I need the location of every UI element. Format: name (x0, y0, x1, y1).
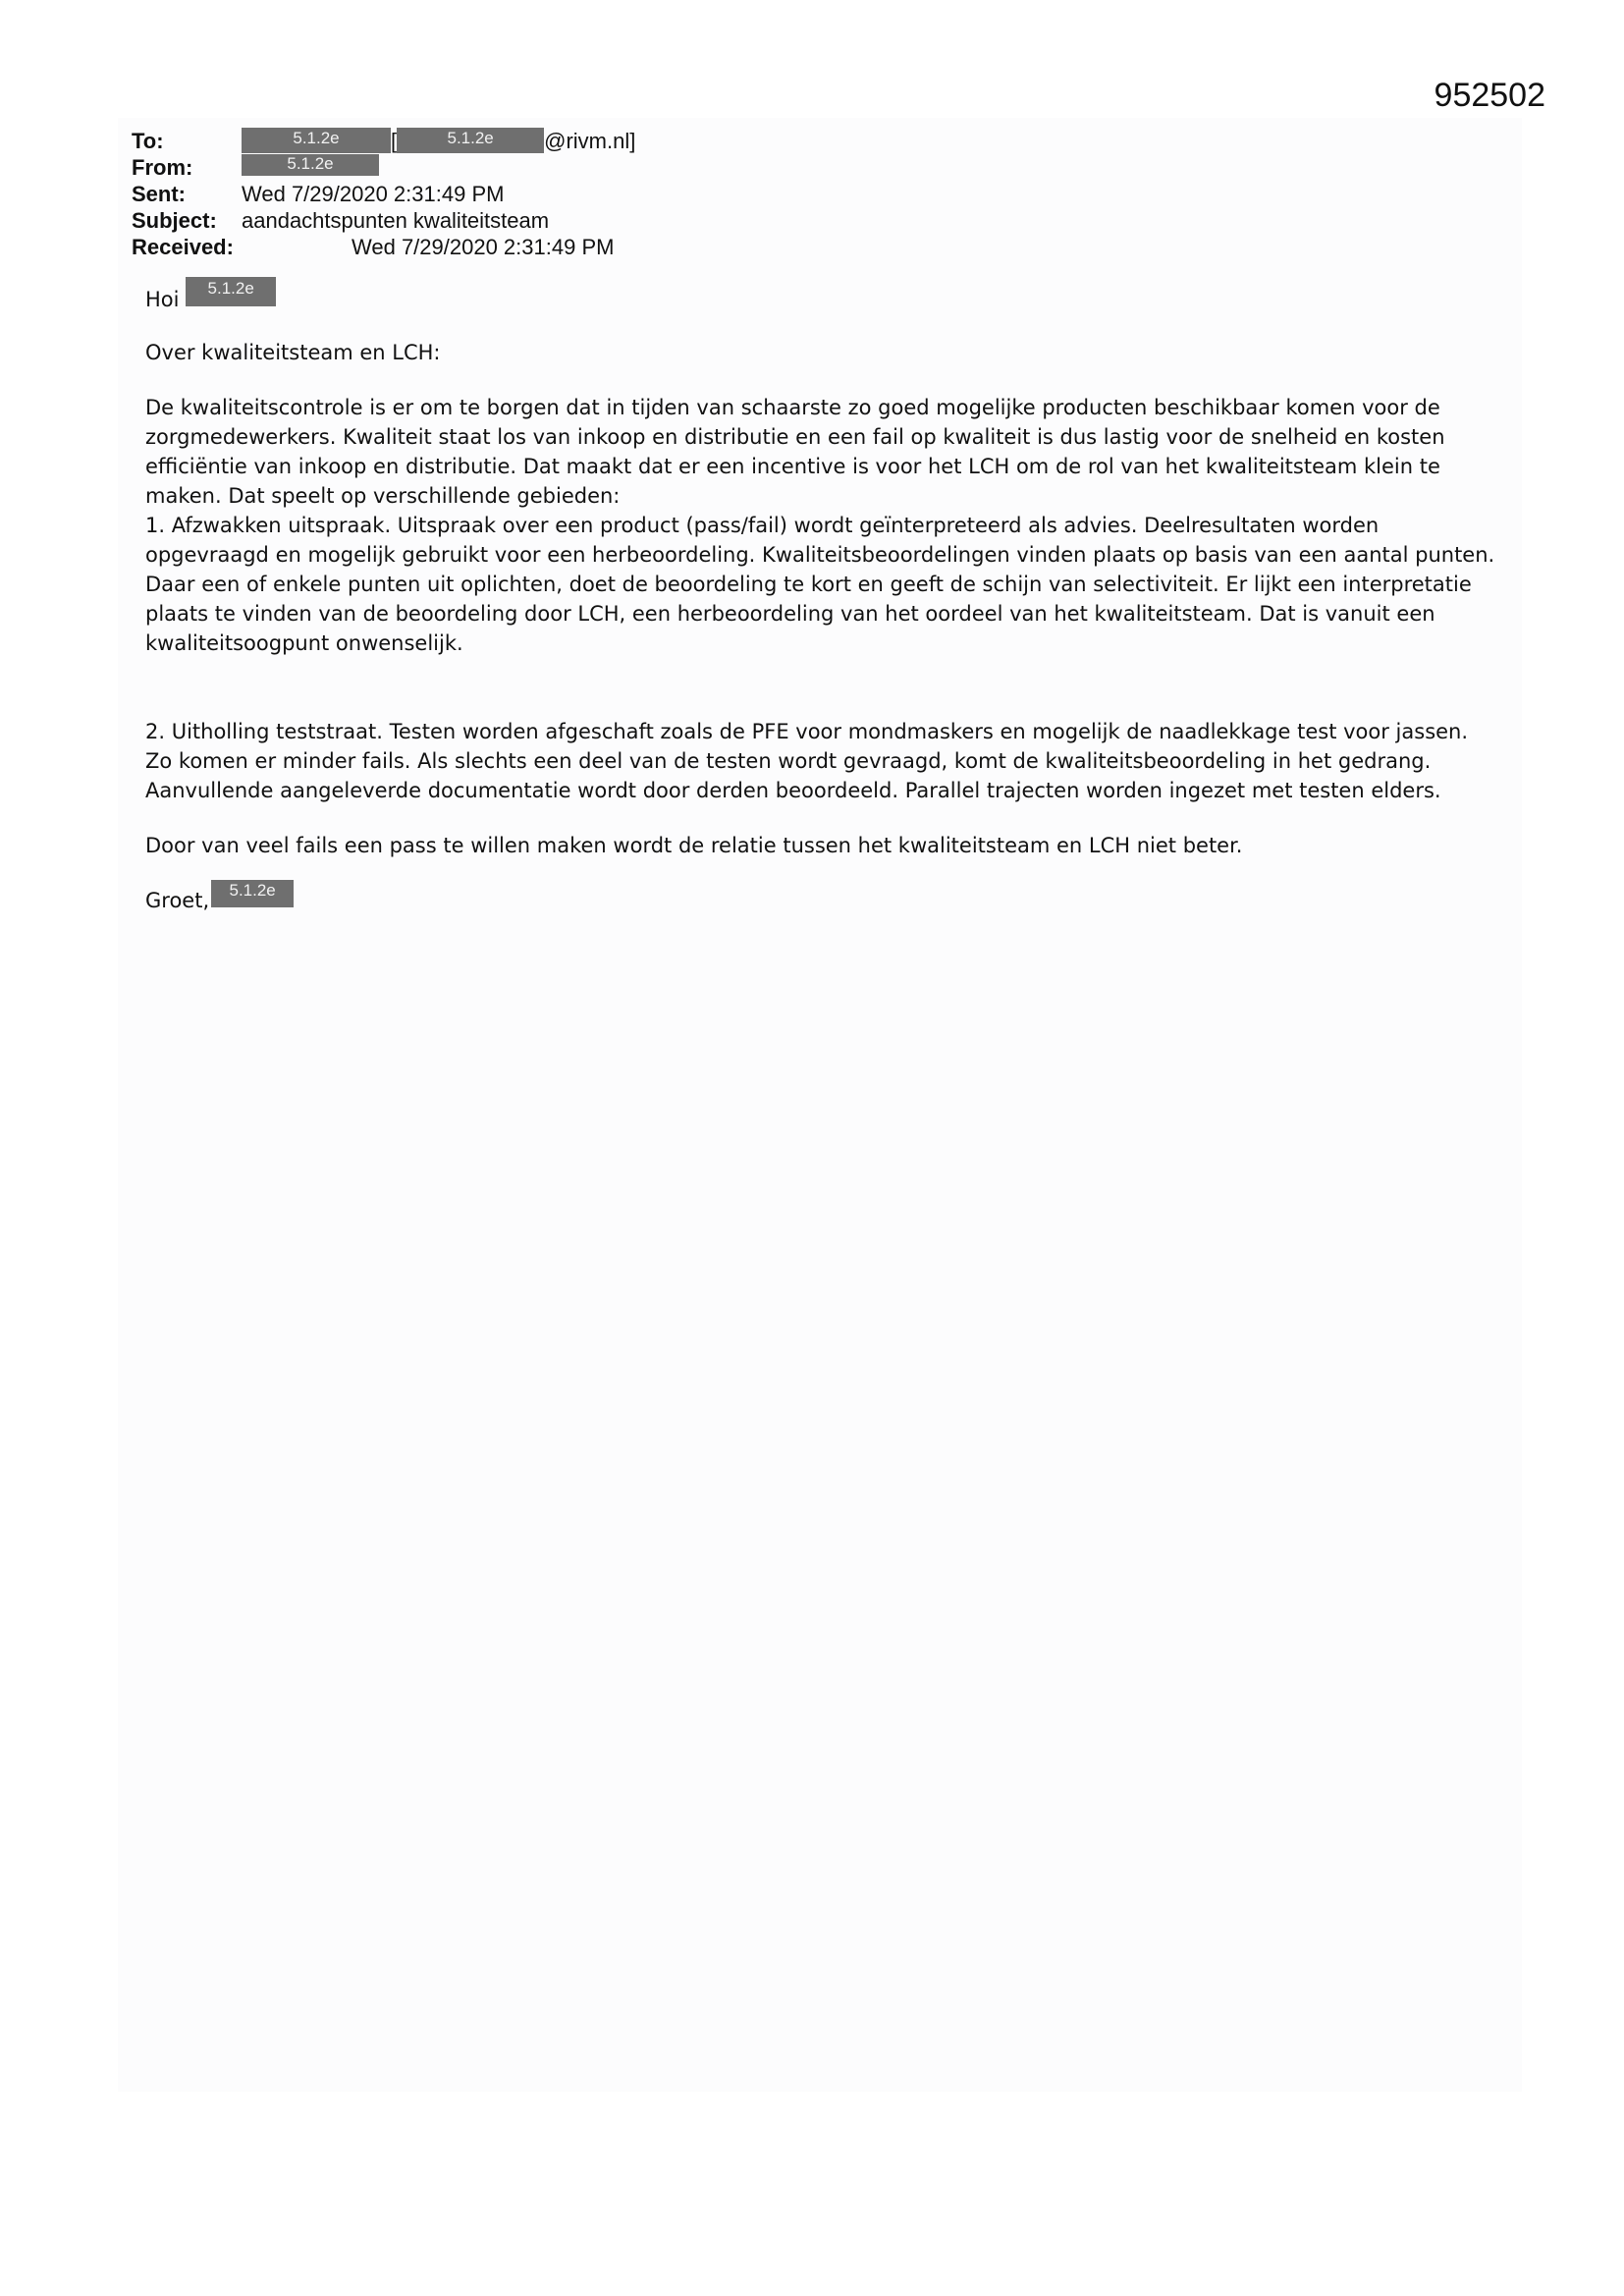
signoff-line (145, 881, 1500, 915)
greeting-line (145, 279, 1500, 320)
to-value (242, 128, 635, 154)
from-label: From: (132, 155, 193, 180)
received-value: Wed 7/29/2020 2:31:49 PM (352, 235, 615, 259)
to-label: To: (132, 129, 164, 153)
intro-line: Over kwaliteitsteam en LCH: (145, 341, 441, 364)
sent-label: Sent: (132, 182, 186, 206)
redaction-box: 5.1.2e (186, 277, 276, 306)
redaction-box: 5.1.2e (211, 880, 294, 907)
to-domain: @rivm.nl] (544, 129, 636, 153)
from-value (242, 154, 379, 181)
received-label: Received: (132, 235, 234, 259)
subject-label: Subject: (132, 208, 217, 233)
list-item-1: 1. Afzwakken uitspraak. Uitspraak over een product (pass/fail) wordt geïnterpreteerd als advies. Deelresultaten worden opgevraagd en mogelijk gebruikt voor een herbeoordeling. Kwaliteitsbeoordelingen vinden plaats op basis van een aantal punten. Daar een of enkele punten uit oplichten, doet de beoordeling te kort en geeft de schijn van selectiviteit. Er lijkt een interpretatie plaats te vinden van de beoordeling door LCH, een herbeoordeling van het oordeel van het kwaliteitsteam. Dat is vanuit een kwaliteitsoogpunt onwenselijk. (145, 514, 1495, 655)
redaction-box: 5.1.2e (242, 154, 379, 176)
signoff: Groet, (145, 889, 210, 912)
list-item-2: 2. Uitholling teststraat. Testen worden afgeschaft zoals de PFE voor mondmaskers en mogelijk de naadlekkage test voor jassen. Zo komen er minder fails. Als slechts een deel van de testen wordt gevraagd, komt de kwaliteitsbeoordeling in het gedrang. Aanvullende aangeleverde documentatie wordt door derden beoordeeld. Parallel trajecten worden ingezet met testen elders. (145, 720, 1469, 802)
redaction-box: 5.1.2e (397, 128, 544, 153)
redaction-box: 5.1.2e (242, 128, 391, 153)
to-bracket: [ (391, 129, 398, 153)
subject-value: aandachtspunten kwaliteitsteam (242, 208, 550, 233)
greeting: Hoi (145, 288, 180, 311)
sent-value: Wed 7/29/2020 2:31:49 PM (242, 182, 505, 206)
paragraph: De kwaliteitscontrole is er om te borgen dat in tijden van schaarste zo goed mogelijke producten beschikbaar komen voor de zorgmedewerkers. Kwaliteit staat los van inkoop en distributie en een fail op kwaliteit is dus lastig voor de snelheid en kosten efficiëntie van inkoop en distributie. Dat maakt dat er een incentive is voor het LCH om de rol van het kwaliteitsteam klein te maken. Dat speelt op verschillende gebieden: (145, 396, 1445, 508)
closing-paragraph: Door van veel fails een pass te willen maken wordt de relatie tussen het kwaliteitsteam en LCH niet beter. (145, 834, 1243, 857)
email-body (145, 279, 1500, 915)
document-number: 952502 (1434, 77, 1545, 114)
